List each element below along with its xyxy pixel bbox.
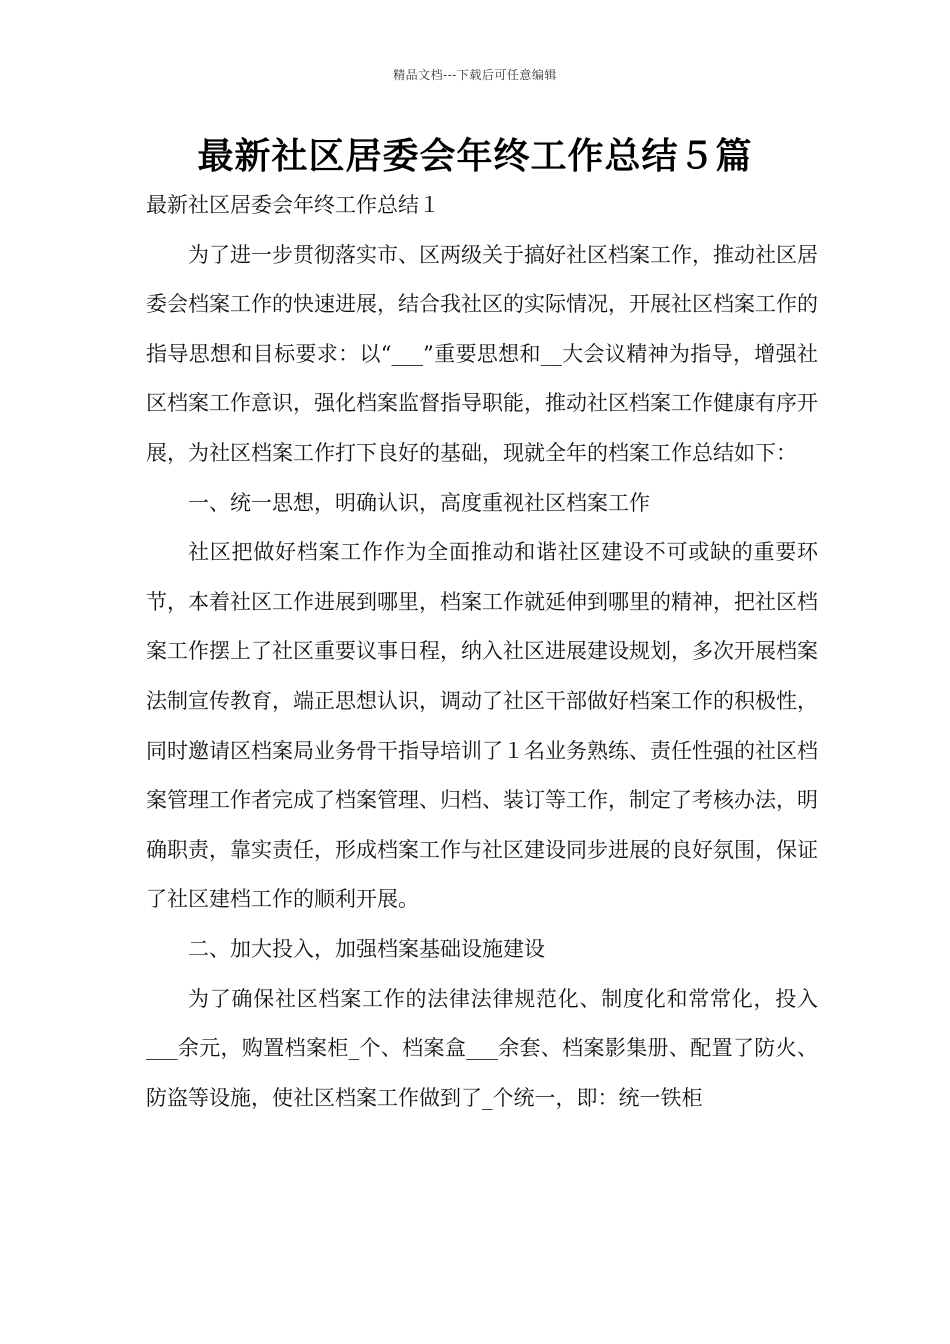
header-note: 精品文档---下载后可任意编辑	[393, 68, 557, 82]
section-subtitle: 最新社区居委会年终工作总结１	[146, 193, 440, 217]
section-heading-2: 二、加大投入，加强档案基础设施建设	[188, 936, 545, 961]
paragraph-section-2: 为了确保社区档案工作的法律法律规范化、制度化和常常化，投入___余元，购置档案柜_个、档案盒___余套、档案影集册、配置了防火、防盗等设施，使社区档案工作做到了_个统一，即：统一铁柜	[146, 986, 818, 1110]
section-heading-1: 一、统一思想，明确认识，高度重视社区档案工作	[188, 490, 650, 515]
paragraph-section-1: 社区把做好档案工作作为全面推动和谐社区建设不可或缺的重要环节，本着社区工作进展到哪里，档案工作就延伸到哪里的精神，把社区档案工作摆上了社区重要议事日程，纳入社区进展建设规划，多次开展档案法制宣传教育，端正思想认识，调动了社区干部做好档案工作的积极性，同时邀请区档案局业务骨干指导培训了１名业务熟练、责任性强的社区档案管理工作者完成了档案管理、归档、装订等工作，制定了考核办法，明确职责，靠实责任，形成档案工作与社区建设同步进展的良好氛围，保证了社区建档工作的顺利开展。	[146, 540, 818, 912]
paragraph-intro: 为了进一步贯彻落实市、区两级关于搞好社区档案工作，推动社区居委会档案工作的快速进展，结合我社区的实际情况，开展社区档案工作的指导思想和目标要求：以“___”重要思想和__大会议精神为指导，增强社区档案工作意识，强化档案监督指导职能，推动社区档案工作健康有序开展，为社区档案工作打下良好的基础，现就全年的档案工作总结如下：	[146, 242, 818, 465]
document-body	[146, 181, 818, 1123]
document-title: 最新社区居委会年终工作总结５篇	[197, 136, 753, 177]
